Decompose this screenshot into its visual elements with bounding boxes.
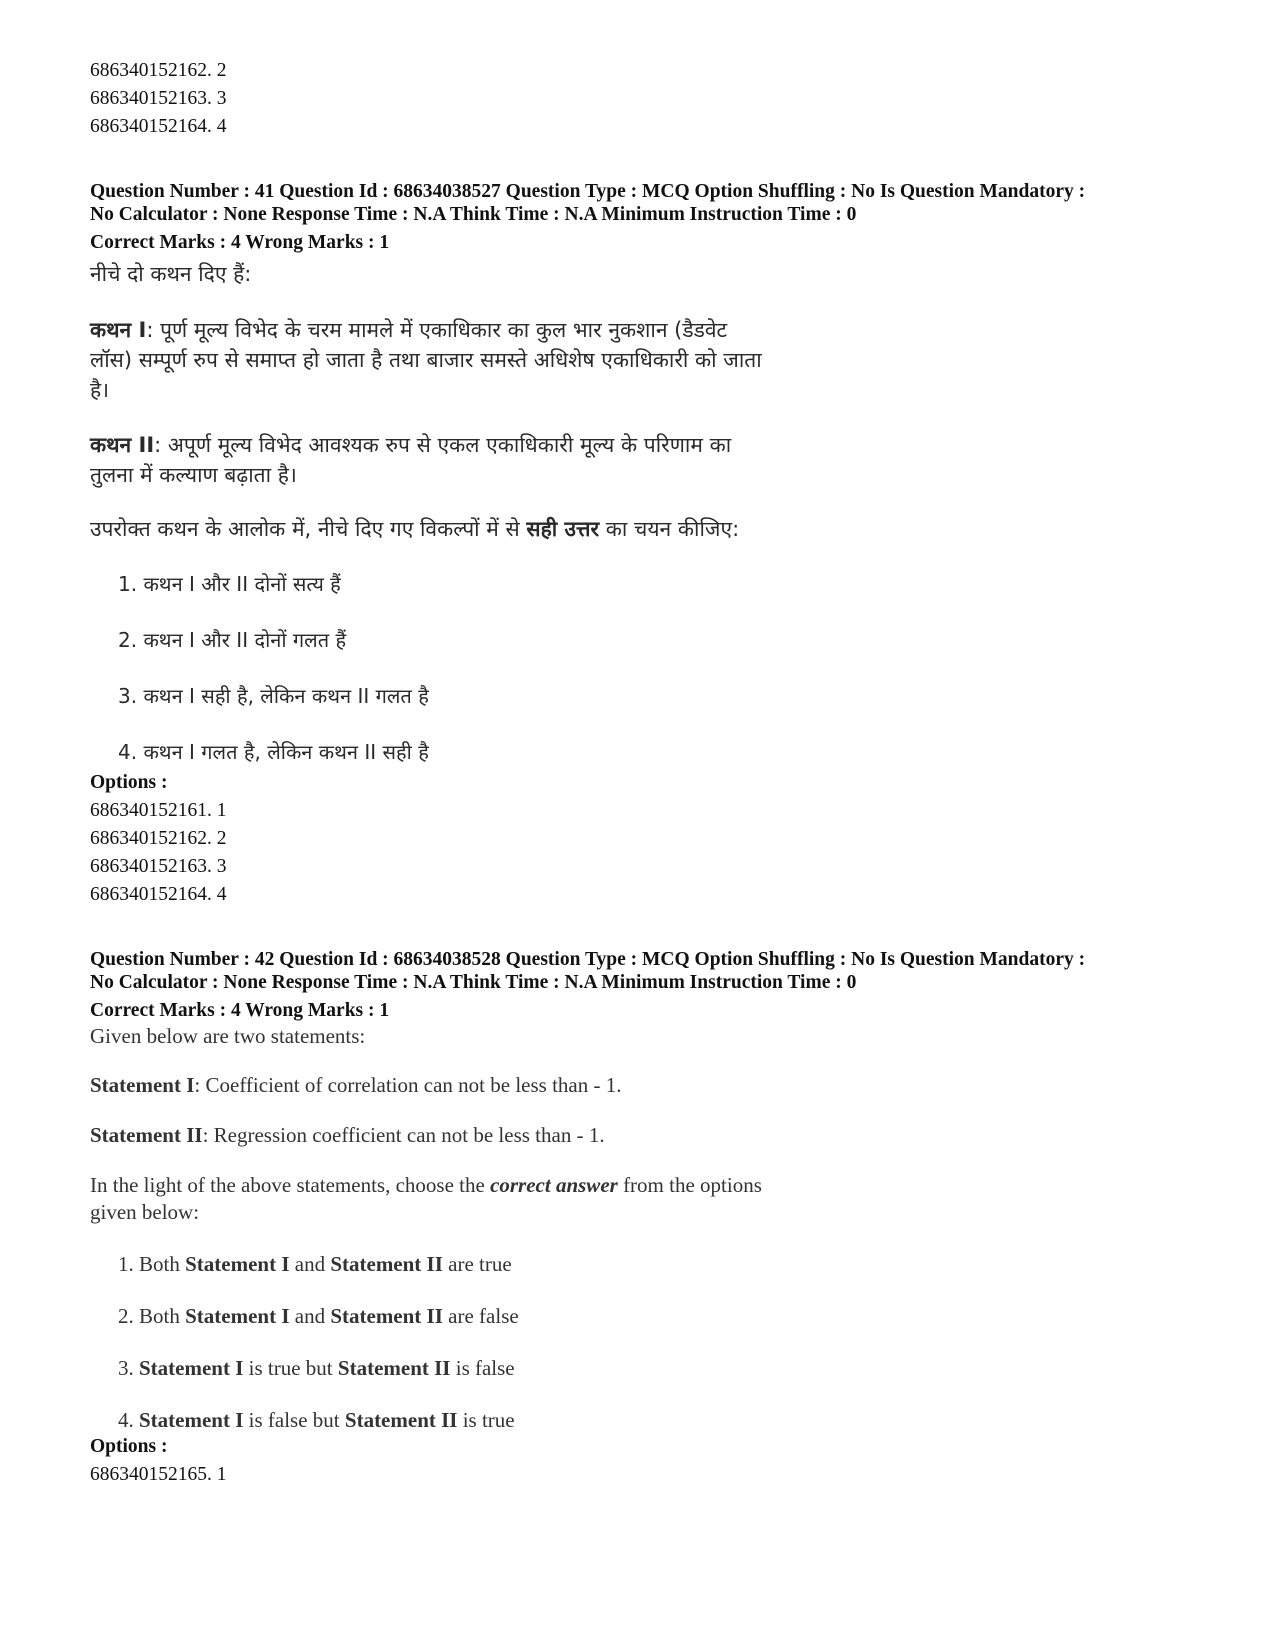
choice-4: 4. कथन I गलत है, लेकिन कथन II सही है (118, 740, 429, 764)
statement-2-text: : Regression coefficient can not be less than - 1. (202, 1123, 605, 1147)
choice-2: 2. कथन I और II दोनों गलत हैं (118, 628, 347, 652)
prompt-emphasis: सही उत्तर (526, 517, 600, 541)
statement-1-text: : Coefficient of correlation can not be less than - 1. (194, 1073, 622, 1097)
question-marks: Correct Marks : 4 Wrong Marks : 1 (90, 232, 390, 253)
question-intro: Given below are two statements: (90, 1024, 366, 1048)
statement-2-label: Statement II (90, 1123, 203, 1147)
choice-1 (118, 1252, 512, 1277)
choice-statement-2: Statement II (344, 1408, 458, 1432)
prompt-text: का चयन कीजिए: (599, 517, 740, 541)
option-line: 686340152163. 3 (90, 856, 227, 877)
statement-2-label: कथन II (90, 433, 155, 457)
choice-statement-2: Statement II (337, 1356, 451, 1380)
choice-statement-1: Statement I (185, 1304, 290, 1328)
question-prompt-line2: given below: (90, 1200, 200, 1224)
choice-2 (118, 1304, 519, 1329)
statement-2-line (90, 1123, 605, 1148)
choice-text: and (289, 1304, 331, 1328)
option-line: 686340152164. 4 (90, 116, 227, 137)
question-prompt (90, 515, 739, 543)
question-meta: No Calculator : None Response Time : N.A Think Time : N.A Minimum Instruction Time : 0 (90, 972, 857, 993)
choice-text: is true (457, 1408, 515, 1432)
question-meta: No Calculator : None Response Time : N.A Think Time : N.A Minimum Instruction Time : 0 (90, 204, 857, 225)
option-line: 686340152162. 2 (90, 60, 227, 81)
choice-text: are false (442, 1304, 519, 1328)
choice-text: is true but (243, 1356, 338, 1380)
prompt-text: from the options (617, 1173, 762, 1197)
choice-text: is false but (243, 1408, 345, 1432)
statement-1-line (90, 1073, 621, 1098)
statement-1-label: Statement I (90, 1073, 195, 1097)
prompt-text: उपरोक्त कथन के आलोक में, नीचे दिए गए विकल्पों में से (90, 517, 527, 541)
question-marks: Correct Marks : 4 Wrong Marks : 1 (90, 1000, 390, 1021)
choice-statement-1: Statement I (139, 1356, 244, 1380)
options-label: Options : (90, 1436, 168, 1457)
options-label: Options : (90, 772, 168, 793)
choice-text: is false (450, 1356, 515, 1380)
choice-statement-1: Statement I (185, 1252, 290, 1276)
question-meta: Question Number : 41 Question Id : 68634038527 Question Type : MCQ Option Shuffling : No Is Question Mandatory : (90, 181, 1086, 202)
statement-1-line: लॉस) सम्पूर्ण रुप से समाप्त हो जाता है तथा बाजार समस्ते अधिशेष एकाधिकारी को जाता (90, 348, 762, 372)
choice-text: 3. (118, 1356, 139, 1380)
choice-1: 1. कथन I और II दोनों सत्य हैं (118, 572, 341, 596)
choice-3 (118, 1356, 515, 1381)
choice-text: and (289, 1252, 331, 1276)
choice-3: 3. कथन I सही है, लेकिन कथन II गलत है (118, 684, 429, 708)
choice-statement-2: Statement II (330, 1252, 443, 1276)
option-line: 686340152162. 2 (90, 828, 227, 849)
question-intro: नीचे दो कथन दिए हैं: (90, 262, 252, 286)
statement-1-line (90, 316, 727, 344)
choice-statement-1: Statement I (139, 1408, 244, 1432)
choice-text: are true (442, 1252, 512, 1276)
choice-text: 4. (118, 1408, 139, 1432)
choice-text: 1. Both (118, 1252, 186, 1276)
statement-2-text: : अपूर्ण मूल्य विभेद आवश्यक रुप से एकल एकाधिकारी मूल्य के परिणाम का (154, 433, 732, 457)
choice-text: 2. Both (118, 1304, 186, 1328)
option-line: 686340152163. 3 (90, 88, 227, 109)
prompt-text: In the light of the above statements, choose the (90, 1173, 491, 1197)
question-meta: Question Number : 42 Question Id : 68634038528 Question Type : MCQ Option Shuffling : No Is Question Mandatory : (90, 949, 1086, 970)
choice-4 (118, 1408, 515, 1433)
choice-statement-2: Statement II (330, 1304, 443, 1328)
question-prompt (90, 1173, 762, 1198)
statement-2-line (90, 431, 731, 459)
option-line: 686340152161. 1 (90, 800, 227, 821)
statement-2-line: तुलना में कल्याण बढ़ाता है। (90, 463, 297, 487)
prompt-emphasis: correct answer (490, 1173, 618, 1197)
statement-1-text: : पूर्ण मूल्य विभेद के चरम मामले में एकाधिकार का कुल भार नुकशान (डैडवेट (146, 318, 728, 342)
option-line: 686340152165. 1 (90, 1464, 227, 1485)
option-line: 686340152164. 4 (90, 884, 227, 905)
statement-1-line: है। (90, 378, 110, 402)
statement-1-label: कथन I (90, 318, 147, 342)
